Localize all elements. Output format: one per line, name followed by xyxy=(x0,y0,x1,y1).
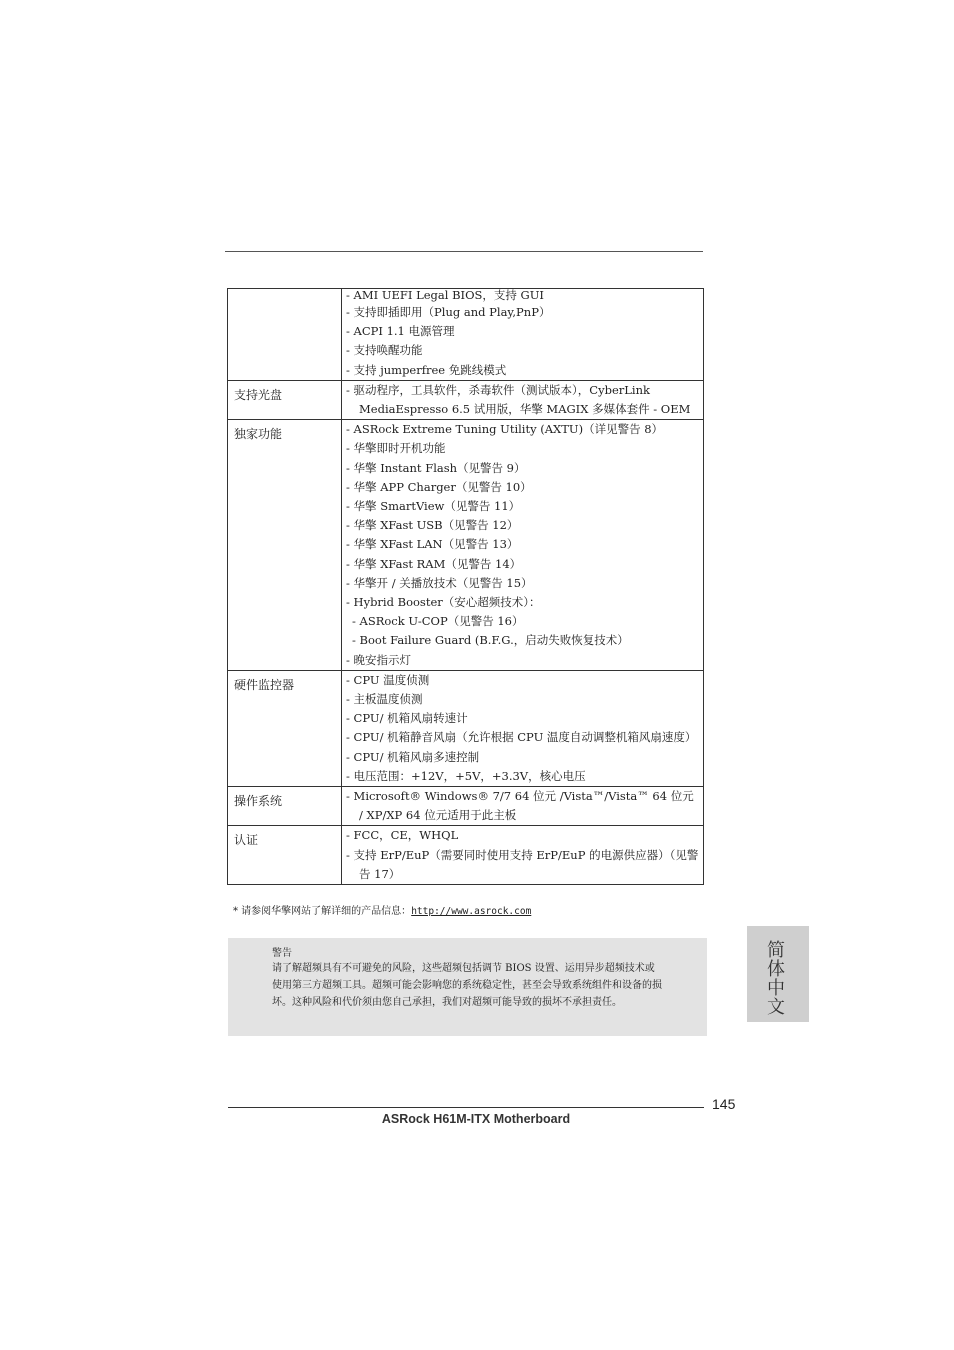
spec-item: - ACPI 1.1 电源管理 xyxy=(346,324,455,339)
spec-category: 认证 xyxy=(228,826,342,885)
spec-item: - FCC，CE，WHQL xyxy=(346,828,459,843)
spec-item: - 电压范围：+12V，+5V，+3.3V，核心电压 xyxy=(346,768,586,783)
header-rule xyxy=(225,251,703,252)
spec-items xyxy=(342,826,704,885)
spec-item: - CPU/ 机箱风扇多速控制 xyxy=(346,749,480,764)
spec-item: - 支持即插即用（Plug and Play,PnP） xyxy=(346,305,551,319)
spec-item: - CPU/ 机箱静音风扇（允许根据 CPU 温度自动调整机箱风扇速度） xyxy=(346,730,697,745)
spec-item: - 华擎 SmartView（见警告 11） xyxy=(346,499,521,514)
spec-item: - 支持唤醒功能 xyxy=(346,343,423,358)
spec-category: 操作系统 xyxy=(228,787,342,826)
spec-item: - 华擎 APP Charger（见警告 10） xyxy=(346,479,532,494)
footnote-text: * 请参阅华擎网站了解详细的产品信息： xyxy=(233,906,412,917)
spec-item: - Microsoft® Windows® 7/7 64 位元 /Vista™/Vista™ 64 位元 / XP/XP 64 位元适用于此主板 xyxy=(346,789,694,823)
spec-items xyxy=(342,420,704,671)
spec-item: - 华擎开 / 关播放技术（见警告 15） xyxy=(346,575,533,590)
footer-title: ASRock H61M-ITX Motherboard xyxy=(381,1112,571,1126)
page-number: 145 xyxy=(712,1096,736,1112)
spec-row xyxy=(228,826,704,885)
spec-category: 硬件监控器 xyxy=(228,670,342,786)
footer-rule xyxy=(228,1107,704,1108)
spec-items xyxy=(342,670,704,786)
spec-row xyxy=(228,420,704,671)
warning-box xyxy=(228,938,707,1036)
spec-items xyxy=(342,289,704,381)
language-tab xyxy=(747,926,809,1022)
footnote xyxy=(233,902,531,917)
spec-item: - ASRock U-COP（见警告 16） xyxy=(352,614,524,629)
spec-item: - AMI UEFI Legal BIOS，支持 GUI xyxy=(346,288,544,302)
spec-row xyxy=(228,787,704,826)
spec-row xyxy=(228,380,704,419)
spec-item: - 华擎 XFast LAN（见警告 13） xyxy=(346,537,519,552)
language-tab-label: 简体中文 xyxy=(764,940,785,1016)
spec-item: - 华擎 XFast RAM（见警告 14） xyxy=(346,556,522,571)
spec-item: - 华擎 XFast USB（见警告 12） xyxy=(346,518,519,533)
spec-item: - 驱动程序，工具软件，杀毒软件（测试版本），CyberLink MediaEspresso 6.5 试用版，华擎 MAGIX 多媒体套件 - OEM xyxy=(346,382,691,417)
spec-item: - 华擎 Instant Flash（见警告 9） xyxy=(346,460,526,475)
warning-title: 警告 xyxy=(272,948,292,959)
asrock-website-link[interactable]: http://www.asrock.com xyxy=(411,906,532,917)
spec-items xyxy=(342,380,704,419)
spec-item: - 支持 ErP/EuP（需要同时使用支持 ErP/EuP 的电源供应器）（见警告 17） xyxy=(346,847,699,881)
spec-item: - Boot Failure Guard (B.F.G.，启动失败恢复技术） xyxy=(352,633,629,648)
spec-item: - 主板温度侦测 xyxy=(346,692,423,707)
spec-item: - Hybrid Booster（安心超频技术）： xyxy=(346,595,541,610)
spec-category: 独家功能 xyxy=(228,420,342,671)
spec-category xyxy=(228,289,342,381)
spec-item: - 支持 jumperfree 免跳线模式 xyxy=(346,362,507,377)
spec-item: - CPU/ 机箱风扇转速计 xyxy=(346,711,468,726)
warning-text: 请了解超频具有不可避免的风险，这些超频包括调节 BIOS 设置、运用异步超频技术或使用第三方超频工具。超频可能会影响您的系统稳定性，甚至会导致系统组件和设备的损坏。这种风险和代价须由您自己承担，我们对超频可能导致的损坏不承担责任。 xyxy=(272,963,662,1009)
spec-category: 支持光盘 xyxy=(228,380,342,419)
spec-items xyxy=(342,787,704,826)
spec-table xyxy=(227,288,704,885)
spec-item: - 华擎即时开机功能 xyxy=(346,441,446,456)
spec-item: - 晚安指示灯 xyxy=(346,652,412,667)
spec-row xyxy=(228,670,704,786)
spec-row xyxy=(228,289,704,381)
spec-item: - ASRock Extreme Tuning Utility (AXTU)（详见警告 8） xyxy=(346,422,664,437)
spec-item: - CPU 温度侦测 xyxy=(346,672,430,687)
